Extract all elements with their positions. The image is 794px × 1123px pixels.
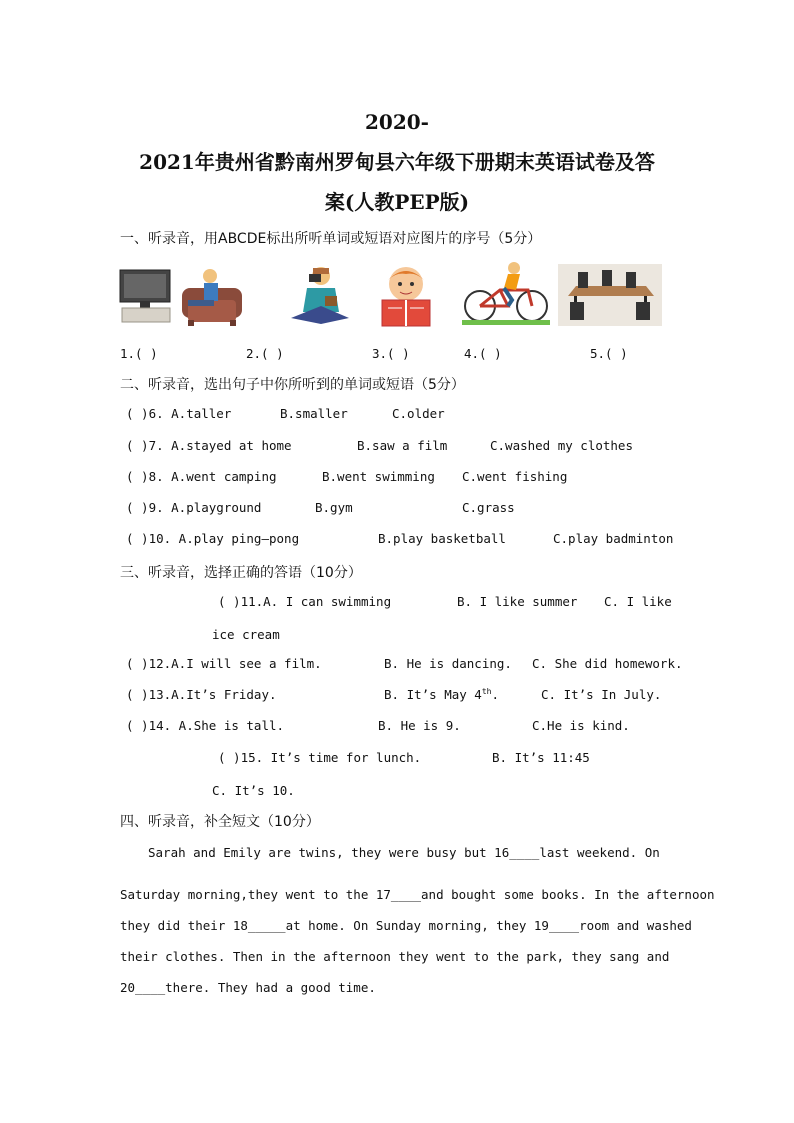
q15-option-b: B. It’s 11:45	[492, 750, 590, 765]
blank-2[interactable]: 2.( )	[246, 346, 284, 361]
q12-option-c: C. She did homework.	[532, 656, 683, 671]
passage-line-1: Sarah and Emily are twins, they were busy but 16____last weekend. On	[148, 845, 660, 860]
boy-reading-picture	[376, 262, 436, 328]
q8-option-a: ( )8. A.went camping	[126, 469, 277, 484]
q13-option-c: C. It’s In July.	[541, 687, 662, 702]
q13-option-b	[384, 687, 499, 702]
blank-5[interactable]: 5.( )	[590, 346, 628, 361]
q9-option-c: C.grass	[462, 500, 515, 515]
tv-sofa-picture	[118, 262, 248, 326]
section-2-heading: 二、听录音，选出句子中你所听到的单词或短语（5分）	[120, 377, 465, 393]
q15-option-a: ( )15. It’s time for lunch.	[218, 750, 422, 765]
q8-option-c: C.went fishing	[462, 469, 568, 484]
q11-option-c: C. I like	[604, 594, 672, 609]
q14-option-a: ( )14. A.She is tall.	[126, 718, 285, 733]
title-line-1: 2020-	[365, 110, 429, 134]
q6-option-b: B.smaller	[280, 406, 348, 421]
q6-option-c: C.older	[392, 406, 445, 421]
passage-line-3: they did their 18_____at home. On Sunday morning, they 19____room and washed	[120, 918, 692, 933]
q13-option-b-end: .	[491, 687, 500, 703]
q10-option-c: C.play badminton	[553, 531, 674, 546]
q14-option-c: C.He is kind.	[532, 718, 630, 733]
q10-option-a: ( )10. A.play ping—pong	[126, 531, 300, 546]
q9-option-b: B.gym	[315, 500, 353, 515]
q13-option-a: ( )13.A.It’s Friday.	[126, 687, 277, 702]
title-line-2: 2021年贵州省黔南州罗甸县六年级下册期末英语试卷及答	[139, 150, 655, 174]
passage-line-2: Saturday morning,they went to the 17____and bought some books. In the afternoon	[120, 887, 715, 902]
section-4-heading: 四、听录音，补全短文（10分）	[120, 814, 320, 830]
q10-option-b: B.play basketball	[378, 531, 506, 546]
passage-line-4: their clothes. Then in the afternoon they went to the park, they sang and	[120, 949, 670, 964]
q14-option-b: B. He is 9.	[378, 718, 461, 733]
section-1-heading: 一、听录音，用ABCDE标出所听单词或短语对应图片的序号（5分）	[120, 231, 542, 247]
q8-option-b: B.went swimming	[322, 469, 435, 484]
blank-1[interactable]: 1.( )	[120, 346, 158, 361]
q13-option-b-text: B. It’s May 4	[384, 687, 482, 703]
q9-option-a: ( )9. A.playground	[126, 500, 262, 515]
dining-table-picture	[558, 264, 662, 326]
q7-option-c: C.washed my clothes	[490, 438, 633, 453]
title-line-3: 案(人教PEP版)	[324, 190, 470, 214]
q7-option-a: ( )7. A.stayed at home	[126, 438, 292, 453]
q7-option-b: B.saw a film	[357, 438, 448, 453]
blank-3[interactable]: 3.( )	[372, 346, 410, 361]
q15-option-c: C. It’s 10.	[212, 783, 295, 798]
q12-option-b: B. He is dancing.	[384, 656, 512, 671]
q11-option-c-continued: ice cream	[212, 627, 280, 642]
passage-line-5: 20____there. They had a good time.	[120, 980, 376, 995]
photographer-picture	[285, 262, 355, 326]
cyclist-picture	[460, 260, 552, 326]
q13-superscript: th	[481, 687, 492, 696]
q12-option-a: ( )12.A.I will see a film.	[126, 656, 322, 671]
q11-option-a: ( )11.A. I can swimming	[218, 594, 392, 609]
q6-option-a: ( )6. A.taller	[126, 406, 232, 421]
section-3-heading: 三、听录音，选择正确的答语（10分）	[120, 565, 362, 581]
q11-option-b: B. I like summer	[457, 594, 578, 609]
blank-4[interactable]: 4.( )	[464, 346, 502, 361]
